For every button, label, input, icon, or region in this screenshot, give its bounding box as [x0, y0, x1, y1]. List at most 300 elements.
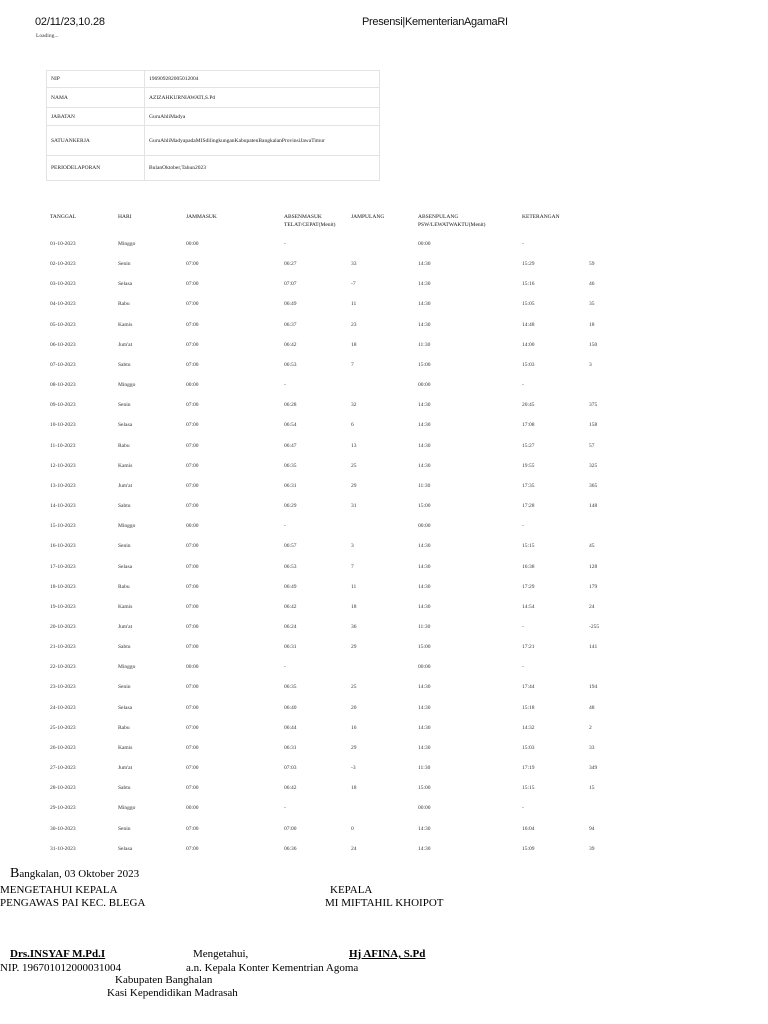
- cell-jam-masuk: 00:00: [186, 523, 199, 530]
- cell-absen-pulang: 16:38: [522, 563, 535, 570]
- cell-jam-masuk: 07:00: [186, 765, 199, 772]
- cell-psw-lewat: 33: [589, 744, 595, 751]
- header-absen-pulang-line1: ABSENPULANG: [418, 214, 459, 220]
- cell-psw-lewat: 39: [589, 845, 595, 852]
- cell-hari: Jum'at: [118, 765, 133, 772]
- cell-telat-cepat: 7: [351, 563, 354, 570]
- table-row: [0, 784, 768, 804]
- cell-absen-masuk: 06:53: [284, 563, 297, 570]
- cell-telat-cepat: 29: [351, 644, 357, 651]
- cell-absen-pulang: 14:00: [522, 341, 535, 348]
- cell-telat-cepat: 0: [351, 825, 354, 832]
- cell-absen-pulang: 15:16: [522, 281, 535, 288]
- left-signer-title-1: MENGETAHUI KEPALA: [0, 884, 118, 896]
- table-row: [0, 341, 768, 361]
- cell-jam-pulang: 00:00: [418, 523, 431, 530]
- cell-hari: Sabtu: [118, 644, 131, 651]
- cell-absen-pulang: 15:18: [522, 704, 535, 711]
- cell-psw-lewat: 179: [589, 583, 598, 590]
- cell-jam-pulang: 14:30: [418, 704, 431, 711]
- cell-jam-pulang: 14:30: [418, 281, 431, 288]
- table-row: [0, 502, 768, 522]
- cell-jam-pulang: 11:30: [418, 623, 431, 630]
- cell-tanggal: 09-10-2023: [50, 402, 76, 409]
- left-signer-name: Drs.INSYAF M.Pd.I: [10, 948, 106, 960]
- cell-jam-masuk: 07:00: [186, 261, 199, 268]
- cell-tanggal: 31-10-2023: [50, 845, 76, 852]
- cell-telat-cepat: 18: [351, 603, 357, 610]
- cell-tanggal: 04-10-2023: [50, 301, 76, 308]
- cell-absen-masuk: 06:35: [284, 684, 297, 691]
- cell-absen-masuk: 06:53: [284, 361, 297, 368]
- cell-psw-lewat: 194: [589, 684, 598, 691]
- cell-jam-masuk: 07:00: [186, 684, 199, 691]
- cell-jam-masuk: 07:00: [186, 422, 199, 429]
- cell-jam-pulang: 00:00: [418, 664, 431, 671]
- cell-hari: Kamis: [118, 462, 133, 469]
- cell-psw-lewat: 150: [589, 341, 598, 348]
- cell-telat-cepat: 36: [351, 623, 357, 630]
- cell-absen-masuk: -: [284, 523, 286, 530]
- table-row: [0, 845, 768, 865]
- cell-absen-masuk: -: [284, 241, 286, 247]
- cell-hari: Selasa: [118, 563, 133, 570]
- header-tanggal: TANGGAL: [50, 214, 77, 220]
- cell-absen-pulang: 15:15: [522, 543, 535, 550]
- cell-hari: Kamis: [118, 744, 133, 751]
- cell-hari: Minggo: [118, 523, 136, 530]
- cell-jam-masuk: 07:00: [186, 361, 199, 368]
- cell-psw-lewat: 35: [589, 301, 595, 308]
- cell-telat-cepat: -3: [351, 765, 356, 772]
- cell-tanggal: 15-10-2023: [50, 523, 76, 530]
- cell-jam-masuk: 07:00: [186, 442, 199, 449]
- cell-telat-cepat: -7: [351, 281, 356, 288]
- table-row: [0, 361, 768, 381]
- cell-tanggal: 08-10-2023: [50, 382, 76, 389]
- cell-tanggal: 20-10-2023: [50, 623, 76, 630]
- cell-telat-cepat: 13: [351, 442, 357, 449]
- info-value: BulanOktober,Tahun2023: [145, 156, 380, 181]
- cell-hari: Minggo: [118, 805, 136, 812]
- cell-psw-lewat: -255: [589, 623, 600, 630]
- cell-psw-lewat: 18: [589, 321, 595, 328]
- cell-jam-pulang: 15:00: [418, 361, 431, 368]
- cell-hari: Minggo: [118, 382, 136, 389]
- cell-tanggal: 02-10-2023: [50, 261, 76, 268]
- cell-telat-cepat: 18: [351, 785, 357, 792]
- cell-jam-pulang: 00:00: [418, 241, 431, 247]
- cell-jam-masuk: 07:00: [186, 543, 199, 550]
- table-row: [0, 482, 768, 502]
- cell-hari: Senin: [118, 825, 131, 832]
- cell-psw-lewat: 57: [589, 442, 595, 449]
- table-row: [0, 401, 768, 421]
- cell-jam-masuk: 07:00: [186, 301, 199, 308]
- table-row: [0, 744, 768, 764]
- cell-jam-masuk: 00:00: [186, 664, 199, 671]
- cell-absen-masuk: 06:42: [284, 785, 297, 792]
- cell-jam-pulang: 11:30: [418, 341, 431, 348]
- cell-absen-pulang: 14:48: [522, 321, 535, 328]
- cell-jam-masuk: 07:00: [186, 321, 199, 328]
- info-label: SATUANKERJA: [47, 126, 145, 156]
- cell-telat-cepat: 11: [351, 583, 357, 590]
- cell-hari: Rabu: [118, 301, 130, 308]
- cell-jam-pulang: 00:00: [418, 382, 431, 389]
- cell-absen-masuk: 06:29: [284, 503, 297, 510]
- cell-hari: Selasa: [118, 845, 133, 852]
- cell-absen-masuk: 06:24: [284, 623, 297, 630]
- cell-jam-masuk: 07:00: [186, 785, 199, 792]
- cell-hari: Minggo: [118, 241, 136, 247]
- cell-jam-pulang: 14:30: [418, 825, 431, 832]
- cell-tanggal: 26-10-2023: [50, 744, 76, 751]
- header-title: Presensi|KementerianAgamaRI: [362, 16, 508, 28]
- cell-absen-pulang: 15:03: [522, 744, 535, 751]
- cell-jam-pulang: 14:30: [418, 603, 431, 610]
- cell-tanggal: 12-10-2023: [50, 462, 76, 469]
- cell-absen-pulang: 15:05: [522, 301, 535, 308]
- attendance-table-header: [0, 213, 768, 233]
- cell-telat-cepat: 16: [351, 724, 357, 731]
- table-row: [0, 583, 768, 603]
- cell-absen-pulang: 15:27: [522, 442, 535, 449]
- info-row: [47, 88, 380, 108]
- cell-absen-masuk: 06:37: [284, 321, 297, 328]
- table-row: [0, 300, 768, 320]
- cell-absen-pulang: -: [522, 664, 524, 671]
- cell-absen-pulang: 17:08: [522, 422, 535, 429]
- cell-telat-cepat: 31: [351, 503, 357, 510]
- table-row: [0, 280, 768, 300]
- cell-tanggal: 21-10-2023: [50, 644, 76, 651]
- table-row: [0, 704, 768, 724]
- mid-signer-line-4: Kasi Kependidikan Madrasah: [107, 987, 238, 999]
- cell-jam-pulang: 14:30: [418, 261, 431, 268]
- cell-absen-pulang: 14:32: [522, 724, 535, 731]
- cell-jam-pulang: 14:30: [418, 563, 431, 570]
- table-row: [0, 321, 768, 341]
- header-jam-masuk: JAMMASUK: [186, 214, 217, 220]
- cell-absen-masuk: 06:40: [284, 704, 297, 711]
- cell-jam-masuk: 07:00: [186, 724, 199, 731]
- table-row: [0, 643, 768, 663]
- cell-telat-cepat: 25: [351, 684, 357, 691]
- cell-hari: Jum'at: [118, 623, 133, 630]
- cell-absen-masuk: -: [284, 664, 286, 671]
- cell-hari: Sabtu: [118, 361, 131, 368]
- cell-absen-pulang: 17:21: [522, 644, 535, 651]
- cell-absen-pulang: 17:19: [522, 765, 535, 772]
- cell-telat-cepat: 23: [351, 321, 357, 328]
- cell-absen-pulang: -: [522, 241, 524, 247]
- cell-absen-masuk: 07:03: [284, 765, 297, 772]
- cell-absen-pulang: -: [522, 623, 524, 630]
- cell-absen-pulang: 17:28: [522, 503, 535, 510]
- cell-jam-masuk: 07:00: [186, 402, 199, 409]
- table-row: [0, 563, 768, 583]
- cell-psw-lewat: 365: [589, 482, 598, 489]
- cell-absen-pulang: 19:55: [522, 462, 535, 469]
- cell-jam-masuk: 00:00: [186, 382, 199, 389]
- cell-absen-masuk: 06:36: [284, 845, 297, 852]
- right-signer-name: Hj AFINA, S.Pd: [349, 948, 426, 960]
- cell-jam-pulang: 15:00: [418, 503, 431, 510]
- cell-jam-pulang: 14:30: [418, 744, 431, 751]
- cell-psw-lewat: 3: [589, 361, 592, 368]
- cell-jam-masuk: 00:00: [186, 241, 199, 247]
- cell-jam-pulang: 14:30: [418, 321, 431, 328]
- cell-hari: Rabu: [118, 583, 130, 590]
- cell-jam-masuk: 07:00: [186, 825, 199, 832]
- place-date-text: angkalan, 03 Oktober 2023: [19, 868, 140, 880]
- cell-psw-lewat: 128: [589, 563, 598, 570]
- table-row: [0, 522, 768, 542]
- cell-absen-masuk: 06:47: [284, 442, 297, 449]
- cell-tanggal: 03-10-2023: [50, 281, 76, 288]
- cell-hari: Sabtu: [118, 785, 131, 792]
- header-keterangan: KETERANGAN: [522, 214, 560, 220]
- loading-text: Loading...: [36, 33, 59, 39]
- cell-psw-lewat: 94: [589, 825, 595, 832]
- cell-telat-cepat: 25: [351, 462, 357, 469]
- cell-jam-pulang: 11:30: [418, 765, 431, 772]
- cell-jam-masuk: 07:00: [186, 644, 199, 651]
- cell-tanggal: 19-10-2023: [50, 603, 76, 610]
- cell-absen-pulang: 17:44: [522, 684, 535, 691]
- cell-psw-lewat: 2: [589, 724, 592, 731]
- cell-absen-masuk: 06:54: [284, 422, 297, 429]
- cell-absen-pulang: -: [522, 523, 524, 530]
- cell-absen-pulang: 17:29: [522, 583, 535, 590]
- cell-absen-pulang: 14:54: [522, 603, 535, 610]
- cell-tanggal: 14-10-2023: [50, 503, 76, 510]
- info-label: NIP: [47, 71, 145, 88]
- cell-psw-lewat: 15: [589, 785, 595, 792]
- cell-tanggal: 23-10-2023: [50, 684, 76, 691]
- cell-tanggal: 24-10-2023: [50, 704, 76, 711]
- header-absen-pulang-line2: PSW/LEWATWAKTU(Menit): [418, 222, 486, 228]
- cell-absen-pulang: 17:35: [522, 482, 535, 489]
- cell-absen-masuk: 06:42: [284, 603, 297, 610]
- cell-absen-masuk: 06:49: [284, 583, 297, 590]
- cell-tanggal: 06-10-2023: [50, 341, 76, 348]
- cell-jam-masuk: 07:00: [186, 704, 199, 711]
- header-absen-pulang: [418, 213, 486, 229]
- cell-telat-cepat: 29: [351, 482, 357, 489]
- cell-tanggal: 22-10-2023: [50, 664, 76, 671]
- cell-tanggal: 30-10-2023: [50, 825, 76, 832]
- cell-tanggal: 17-10-2023: [50, 563, 76, 570]
- cell-jam-masuk: 07:00: [186, 462, 199, 469]
- mid-signer-line-2: a.n. Kepala Konter Kementrian Agoma: [186, 962, 359, 974]
- cell-psw-lewat: 45: [589, 543, 595, 550]
- table-row: [0, 421, 768, 441]
- cell-jam-pulang: 14:30: [418, 422, 431, 429]
- cell-absen-pulang: 16:04: [522, 825, 535, 832]
- cell-hari: Kamis: [118, 321, 133, 328]
- cell-absen-masuk: 07:00: [284, 825, 297, 832]
- cell-hari: Jum'at: [118, 482, 133, 489]
- cell-jam-pulang: 14:30: [418, 845, 431, 852]
- cell-jam-pulang: 14:30: [418, 543, 431, 550]
- header-absen-masuk-line1: ABSENMASUK: [284, 214, 322, 220]
- cell-jam-pulang: 14:30: [418, 442, 431, 449]
- cell-absen-pulang: 15:09: [522, 845, 535, 852]
- cell-tanggal: 28-10-2023: [50, 785, 76, 792]
- info-row: [47, 108, 380, 126]
- cell-absen-masuk: 06:42: [284, 341, 297, 348]
- cell-psw-lewat: 375: [589, 402, 598, 409]
- cell-hari: Selasa: [118, 704, 133, 711]
- cell-telat-cepat: 33: [351, 261, 357, 268]
- table-row: [0, 623, 768, 643]
- cell-psw-lewat: 141: [589, 644, 598, 651]
- table-row: [0, 542, 768, 562]
- place-initial: B: [10, 866, 20, 881]
- employee-info-table: [46, 70, 380, 181]
- cell-jam-masuk: 07:00: [186, 482, 199, 489]
- cell-absen-masuk: 06:49: [284, 301, 297, 308]
- cell-absen-pulang: -: [522, 382, 524, 389]
- cell-tanggal: 13-10-2023: [50, 482, 76, 489]
- cell-jam-pulang: 14:30: [418, 402, 431, 409]
- cell-telat-cepat: 11: [351, 301, 357, 308]
- right-signer-title-2: MI MIFTAHIL KHOIPOT: [325, 897, 444, 909]
- table-row: [0, 804, 768, 824]
- cell-jam-pulang: 14:30: [418, 583, 431, 590]
- table-row: [0, 381, 768, 401]
- cell-absen-masuk: 06:31: [284, 744, 297, 751]
- cell-jam-masuk: 07:00: [186, 744, 199, 751]
- cell-hari: Rabu: [118, 724, 130, 731]
- cell-jam-masuk: 00:00: [186, 805, 199, 812]
- header-absen-masuk: [284, 213, 335, 229]
- cell-absen-masuk: 06:44: [284, 724, 297, 731]
- cell-absen-masuk: -: [284, 805, 286, 812]
- cell-psw-lewat: 48: [589, 704, 595, 711]
- cell-telat-cepat: 7: [351, 361, 354, 368]
- cell-absen-pulang: -: [522, 805, 524, 812]
- cell-hari: Selasa: [118, 281, 133, 288]
- cell-absen-pulang: 15:15: [522, 785, 535, 792]
- cell-jam-masuk: 07:00: [186, 281, 199, 288]
- cell-tanggal: 10-10-2023: [50, 422, 76, 429]
- cell-psw-lewat: 325: [589, 462, 598, 469]
- cell-hari: Senin: [118, 684, 131, 691]
- cell-absen-masuk: 06:27: [284, 261, 297, 268]
- header-hari: HARI: [118, 214, 132, 220]
- mid-signer-line-1: Mengetahui,: [193, 948, 249, 960]
- header-datetime: 02/11/23,10.28: [35, 16, 105, 28]
- cell-jam-masuk: 07:00: [186, 603, 199, 610]
- cell-absen-masuk: -: [284, 382, 286, 389]
- cell-jam-masuk: 07:00: [186, 623, 199, 630]
- cell-jam-pulang: 00:00: [418, 805, 431, 812]
- cell-telat-cepat: 18: [351, 341, 357, 348]
- header-jam-pulang: JAMPULANG: [351, 214, 385, 220]
- cell-psw-lewat: 148: [589, 503, 598, 510]
- cell-absen-masuk: 06:35: [284, 462, 297, 469]
- cell-absen-masuk: 06:31: [284, 644, 297, 651]
- cell-tanggal: 07-10-2023: [50, 361, 76, 368]
- cell-absen-masuk: 06:28: [284, 402, 297, 409]
- cell-absen-masuk: 06:31: [284, 482, 297, 489]
- cell-jam-masuk: 07:00: [186, 341, 199, 348]
- cell-absen-pulang: 15:03: [522, 361, 535, 368]
- cell-telat-cepat: 6: [351, 422, 354, 429]
- cell-tanggal: 27-10-2023: [50, 765, 76, 772]
- left-signer-title-2: PENGAWAS PAI KEC. BLEGA: [0, 897, 146, 909]
- info-row: [47, 126, 380, 156]
- cell-telat-cepat: 3: [351, 543, 354, 550]
- table-row: [0, 683, 768, 703]
- cell-hari: Jum'at: [118, 341, 133, 348]
- cell-jam-masuk: 07:00: [186, 503, 199, 510]
- cell-jam-masuk: 07:00: [186, 583, 199, 590]
- cell-hari: Minggo: [118, 664, 136, 671]
- cell-psw-lewat: 59: [589, 261, 595, 268]
- cell-hari: Senin: [118, 543, 131, 550]
- cell-hari: Rabu: [118, 442, 130, 449]
- table-row: [0, 663, 768, 683]
- table-row: [0, 442, 768, 462]
- table-row: [0, 240, 768, 260]
- cell-tanggal: 18-10-2023: [50, 583, 76, 590]
- cell-jam-pulang: 11:30: [418, 482, 431, 489]
- cell-absen-pulang: 15:29: [522, 261, 535, 268]
- cell-absen-pulang: 20:45: [522, 402, 535, 409]
- table-row: [0, 825, 768, 845]
- mid-signer-line-3: Kabupaten Banghalan: [115, 974, 213, 986]
- cell-jam-pulang: 14:30: [418, 684, 431, 691]
- cell-psw-lewat: 46: [589, 281, 595, 288]
- cell-hari: Senin: [118, 261, 131, 268]
- cell-jam-pulang: 15:00: [418, 785, 431, 792]
- info-label: PERIODELAPORAN: [47, 156, 145, 181]
- cell-absen-masuk: 06:57: [284, 543, 297, 550]
- cell-jam-pulang: 14:30: [418, 462, 431, 469]
- cell-hari: Selasa: [118, 422, 133, 429]
- header-absen-masuk-line2: TELAT/CEPAT(Menit): [284, 222, 336, 228]
- attendance-table-body: [0, 240, 768, 865]
- table-row: [0, 260, 768, 280]
- info-row: [47, 156, 380, 181]
- cell-telat-cepat: 32: [351, 402, 357, 409]
- cell-psw-lewat: 24: [589, 603, 595, 610]
- info-value: 196909282005012004: [145, 71, 380, 88]
- left-signer-nip: NIP. 196701012000031004: [0, 962, 122, 974]
- cell-jam-masuk: 07:00: [186, 563, 199, 570]
- info-label: NAMA: [47, 88, 145, 108]
- cell-tanggal: 29-10-2023: [50, 805, 76, 812]
- cell-hari: Senin: [118, 402, 131, 409]
- cell-tanggal: 16-10-2023: [50, 543, 76, 550]
- cell-hari: Sabtu: [118, 503, 131, 510]
- info-value: GuruAhliMadyapadaMISdilingkunganKabupatenBangkalanProvinsiJawaTimur: [145, 126, 380, 156]
- table-row: [0, 603, 768, 623]
- cell-absen-masuk: 07:07: [284, 281, 297, 288]
- table-row: [0, 462, 768, 482]
- cell-telat-cepat: 20: [351, 704, 357, 711]
- cell-tanggal: 05-10-2023: [50, 321, 76, 328]
- info-row: [47, 71, 380, 88]
- info-label: JABATAN: [47, 108, 145, 126]
- cell-telat-cepat: 29: [351, 744, 357, 751]
- table-row: [0, 764, 768, 784]
- cell-jam-pulang: 15:00: [418, 644, 431, 651]
